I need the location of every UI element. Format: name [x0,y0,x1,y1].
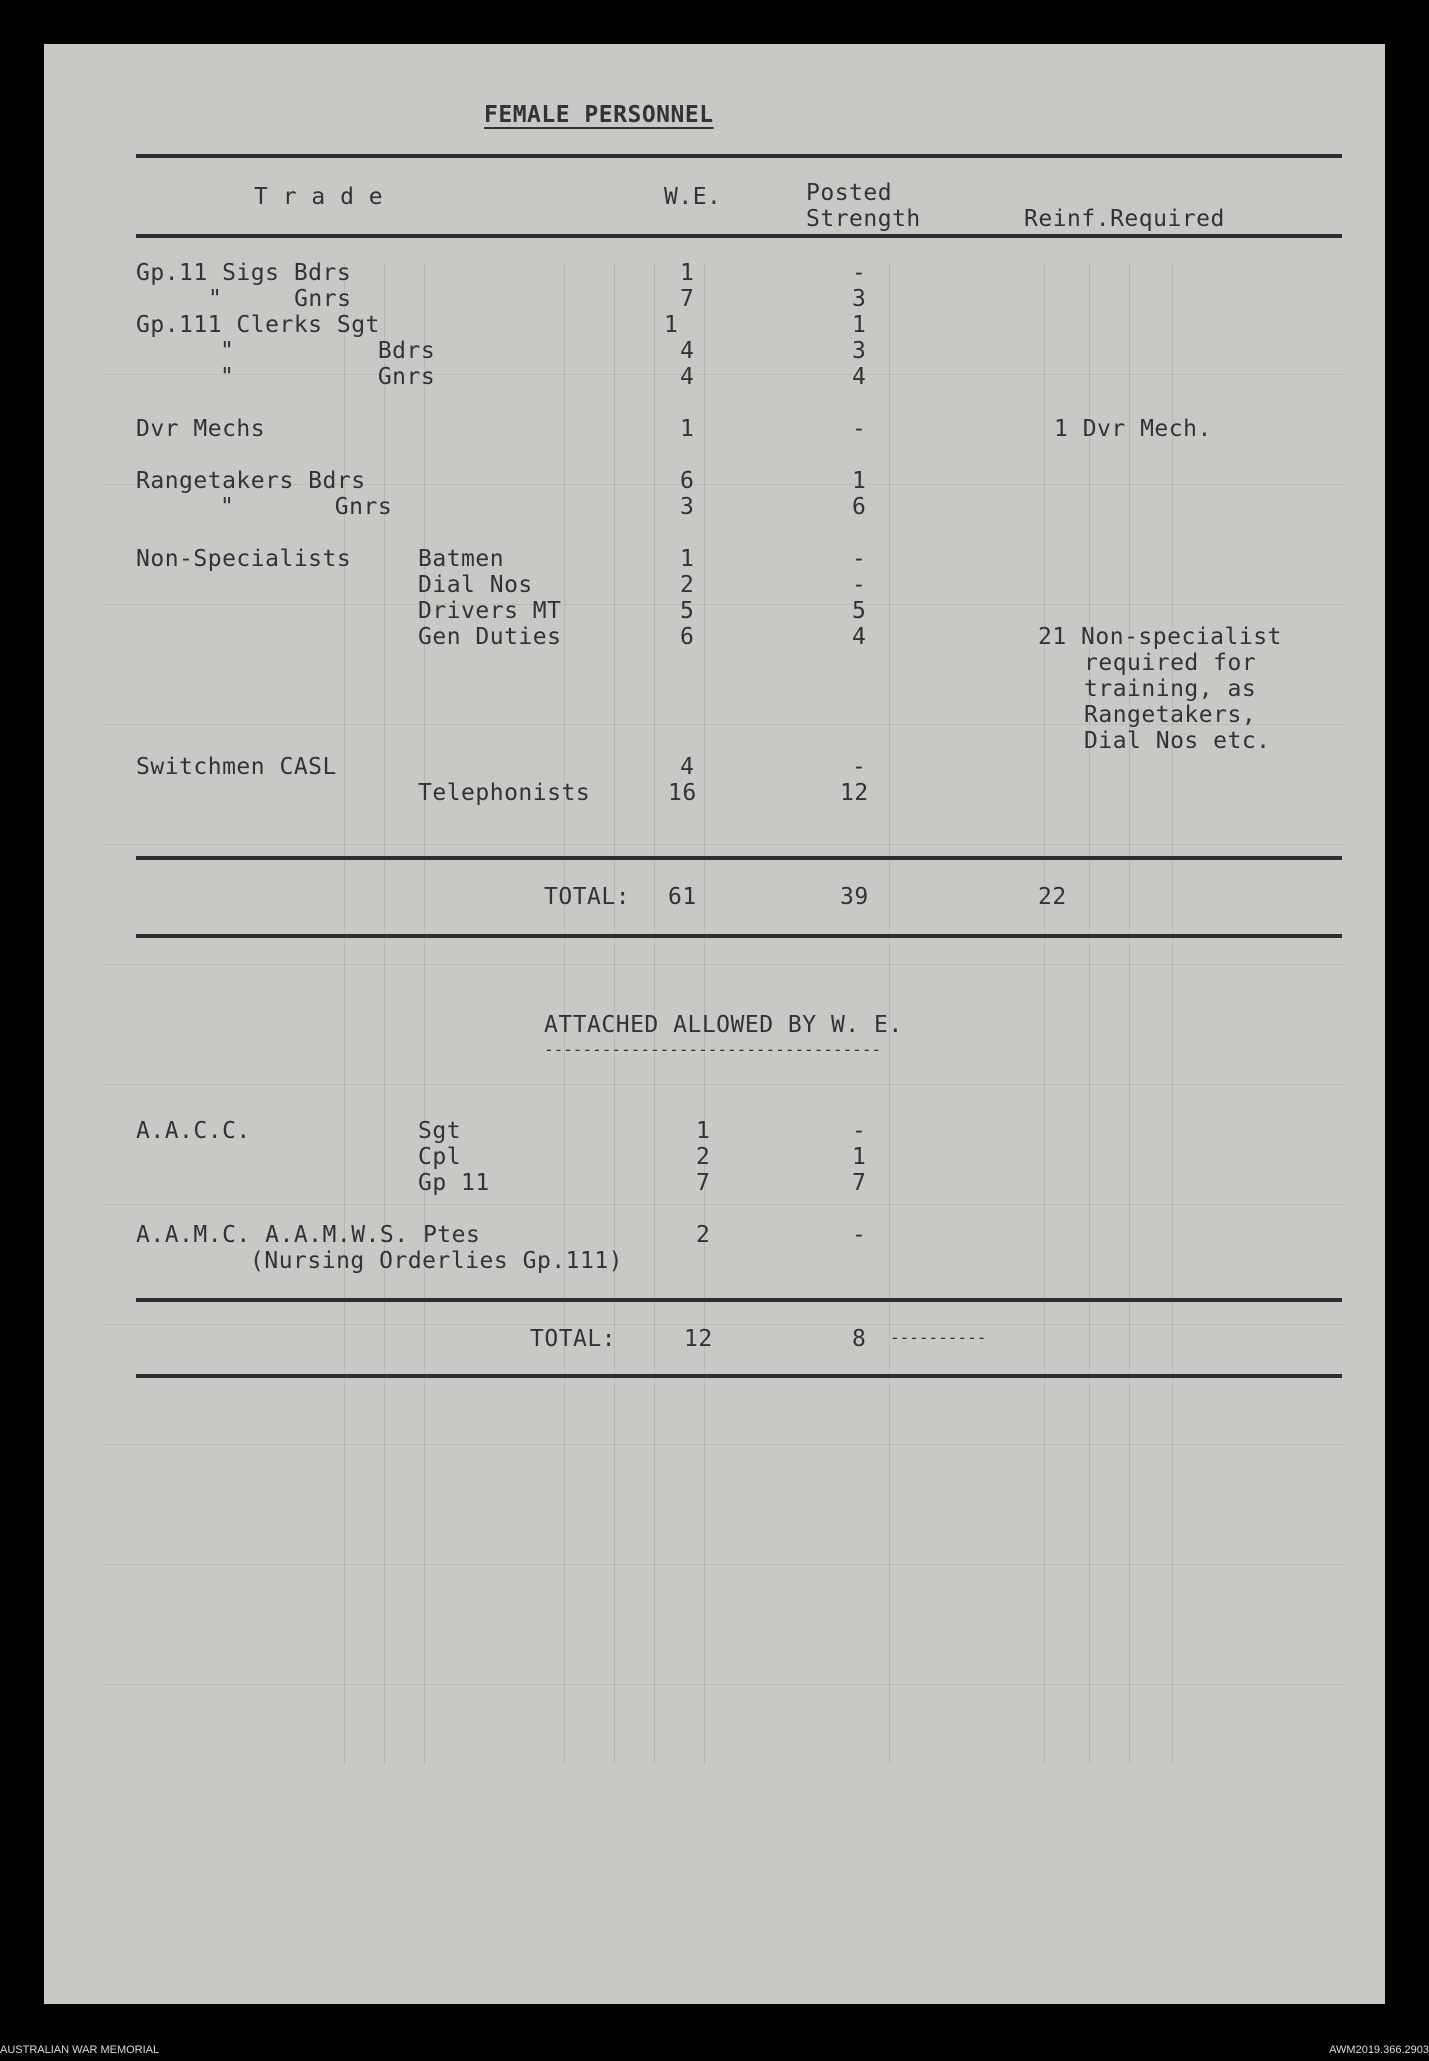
total1-bottom-rule [136,934,1342,938]
header-trade: T r a d e [254,184,384,210]
document-page [44,44,1385,2004]
row-label: " Gnrs [220,494,393,520]
attached-we: 2 [696,1144,711,1170]
reinf-note-line: required for [1084,650,1257,676]
header-we: W.E. [664,184,722,210]
reinf-note-line: Rangetakers, [1084,702,1257,728]
attached-label: A.A.M.C. A.A.M.W.S. Ptes [136,1222,481,1248]
attached-posted: 1 [852,1144,867,1170]
row-posted: 4 [852,624,867,650]
total1-label: TOTAL: [544,884,631,910]
total1-we: 61 [668,884,697,910]
attached-posted: - [852,1222,867,1248]
header-posted: Posted [806,180,893,206]
total2-label: TOTAL: [530,1326,617,1352]
footer-left: AUSTRALIAN WAR MEMORIAL [0,2044,160,2056]
row-we: 4 [680,338,695,364]
row-posted: - [852,260,867,286]
header-top-rule [136,154,1342,158]
total2-top-rule [136,1298,1342,1302]
total1-posted: 39 [840,884,869,910]
total2-we: 12 [684,1326,713,1352]
row-label: Gp.11 Sigs Bdrs [136,260,352,286]
reinf-note-line: Dial Nos etc. [1084,728,1271,754]
attached-we: 7 [696,1170,711,1196]
row-posted: 6 [852,494,867,520]
header-reinf: Reinf.Required [1024,206,1225,232]
total2-reinf-dash: ---------- [890,1328,987,1347]
row-posted: 3 [852,338,867,364]
row-label: Switchmen CASL [136,754,337,780]
page-title: FEMALE PERSONNEL [484,102,714,128]
row-we: 6 [680,468,695,494]
row-we: 16 [668,780,697,806]
total2-bottom-rule [136,1374,1342,1378]
row-sub: Dial Nos [418,572,533,598]
row-posted: - [852,416,867,442]
row-posted: 1 [852,312,867,338]
row-we: 2 [680,572,695,598]
row-we: 6 [680,624,695,650]
row-we: 4 [680,364,695,390]
row-sub: Batmen [418,546,505,572]
row-posted: 1 [852,468,867,494]
row-label: Rangetakers Bdrs [136,468,366,494]
row-reinf: 21 Non-specialist [1038,624,1282,650]
row-label: Gp.111 Clerks Sgt [136,312,380,338]
row-posted: - [852,546,867,572]
attached-title: ATTACHED ALLOWED BY W. E. [544,1012,903,1038]
row-sub: Drivers MT [418,598,562,624]
row-posted: - [852,754,867,780]
row-we: 7 [680,286,695,312]
row-label: Non-Specialists [136,546,352,572]
total1-top-rule [136,856,1342,860]
total2-posted: 8 [852,1326,867,1352]
row-reinf: 1 Dvr Mech. [1054,416,1212,442]
row-label: " Gnrs [208,286,352,312]
attached-label: (Nursing Orderlies Gp.111) [250,1248,624,1274]
attached-sub: Gp 11 [418,1170,490,1196]
header-bottom-rule [136,234,1342,238]
row-posted: 12 [840,780,869,806]
header-strength: Strength [806,206,921,232]
attached-sub: Cpl [418,1144,462,1170]
reinf-note-line: training, as [1084,676,1257,702]
attached-we: 2 [696,1222,711,1248]
attached-label: A.A.C.C. [136,1118,251,1144]
row-sub: Telephonists [418,780,591,806]
row-we: 4 [680,754,695,780]
row-we: 1 [664,312,679,338]
attached-sub: Sgt [418,1118,462,1144]
attached-posted: - [852,1118,867,1144]
row-posted: 3 [852,286,867,312]
footer-right: AWM2019.366.2903 [1329,2044,1429,2056]
row-label: " Gnrs [220,364,436,390]
attached-posted: 7 [852,1170,867,1196]
row-we: 3 [680,494,695,520]
row-we: 1 [680,416,695,442]
row-we: 1 [680,546,695,572]
row-label: Dvr Mechs [136,416,266,442]
row-posted: 4 [852,364,867,390]
row-posted: - [852,572,867,598]
row-posted: 5 [852,598,867,624]
row-label: " Bdrs [220,338,436,364]
attached-we: 1 [696,1118,711,1144]
row-sub: Gen Duties [418,624,562,650]
row-we: 5 [680,598,695,624]
attached-title-underline: ----------------------------------- [544,1040,882,1059]
total1-reinf: 22 [1038,884,1067,910]
row-we: 1 [680,260,695,286]
